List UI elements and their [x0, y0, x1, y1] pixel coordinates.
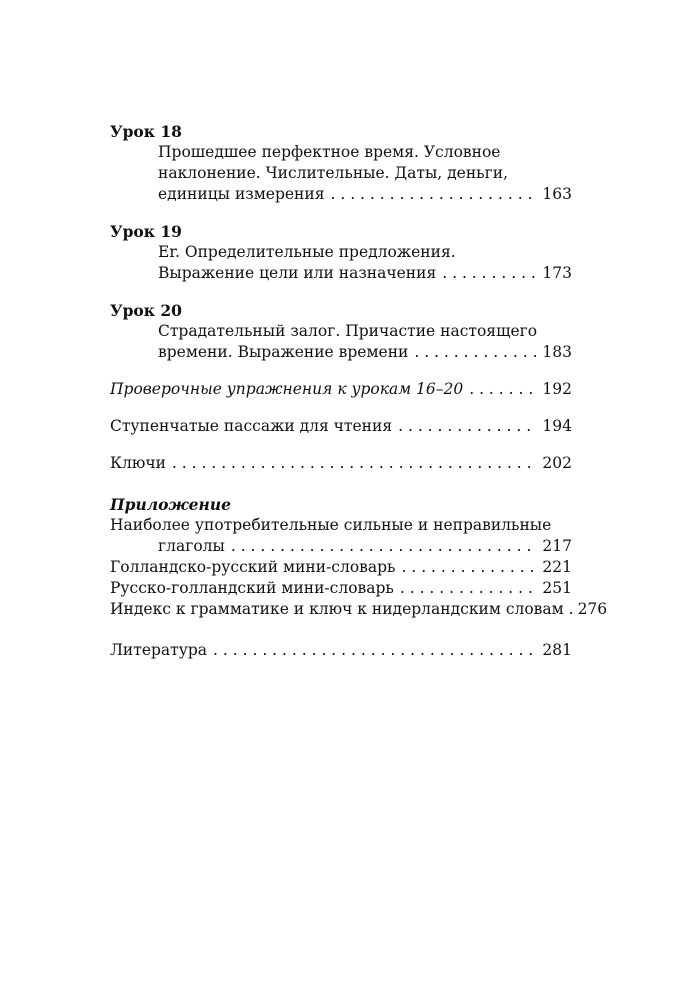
dot-leader	[469, 379, 536, 400]
toc-lesson-20	[110, 300, 572, 363]
lesson-desc-line: Er. Определительные предложения.	[158, 243, 456, 261]
dot-leader	[442, 263, 536, 284]
entry-title: Ключи	[110, 454, 166, 472]
entry-title: Литература	[110, 641, 208, 659]
toc-entry-review[interactable]	[110, 379, 572, 400]
page-number: 192	[542, 380, 572, 398]
page-number: 251	[542, 579, 572, 597]
page-number: 276	[577, 600, 608, 618]
entry-title: Русско-голландский мини-словарь	[110, 579, 394, 597]
toc-entry-graded-readings[interactable]	[110, 416, 572, 437]
entry-title-line: Наиболее употребительные сильные и неправильные	[110, 516, 552, 534]
entry-title: Индекс к грамматике и ключ к нидерландским словам .	[110, 600, 574, 618]
lesson-desc-line: единицы измерения	[158, 185, 325, 203]
entry-title: Голландско-русский мини-словарь	[110, 558, 396, 576]
page-number: 163	[542, 185, 572, 203]
page-number: 221	[542, 558, 572, 576]
entry-title: Проверочные упражнения к урокам 16–20	[110, 380, 464, 398]
lesson-heading: Урок 19	[110, 222, 182, 241]
page-number: 281	[542, 641, 572, 659]
dot-leader	[402, 557, 537, 578]
page-number: 183	[542, 343, 572, 361]
toc-lesson-18	[110, 121, 572, 205]
page-number: 173	[542, 264, 572, 282]
toc-entry-russian-dutch[interactable]	[110, 578, 572, 599]
lesson-desc-line: Страдательный залог. Причастие настоящего	[158, 322, 538, 340]
toc-entry-index[interactable]	[110, 599, 608, 620]
entry-title: Ступенчатые пассажи для чтения	[110, 417, 393, 435]
dot-leader	[231, 536, 537, 557]
toc-entry-verbs[interactable]	[110, 536, 572, 557]
lesson-desc-line: Выражение цели или назначения	[158, 264, 437, 282]
lesson-heading: Урок 18	[110, 122, 182, 141]
lesson-heading: Урок 20	[110, 301, 182, 320]
dot-leader	[213, 640, 536, 661]
toc-entry-keys[interactable]	[110, 453, 572, 474]
toc-entry-row[interactable]	[158, 263, 572, 284]
dot-leader	[414, 342, 536, 363]
page-number: 202	[542, 454, 572, 472]
appendix-heading: Приложение	[110, 495, 231, 514]
toc-entry-row[interactable]	[158, 184, 572, 205]
table-of-contents	[110, 121, 608, 677]
lesson-desc-line: времени. Выражение времени	[158, 343, 409, 361]
dot-leader	[172, 453, 536, 474]
page-number: 217	[542, 537, 572, 555]
page-number: 194	[542, 417, 572, 435]
toc-entry-row[interactable]	[158, 342, 572, 363]
dot-leader	[331, 184, 537, 205]
toc-appendix	[110, 494, 608, 620]
lesson-desc-line: наклонение. Числительные. Даты, деньги,	[158, 164, 508, 182]
toc-lesson-19	[110, 221, 572, 284]
lesson-desc-line: Прошедшее перфектное время. Условное	[158, 143, 501, 161]
entry-title: глаголы	[158, 537, 225, 555]
toc-entry-dutch-russian[interactable]	[110, 557, 572, 578]
dot-leader	[398, 416, 536, 437]
dot-leader	[400, 578, 537, 599]
toc-entry-literature[interactable]	[110, 640, 572, 661]
